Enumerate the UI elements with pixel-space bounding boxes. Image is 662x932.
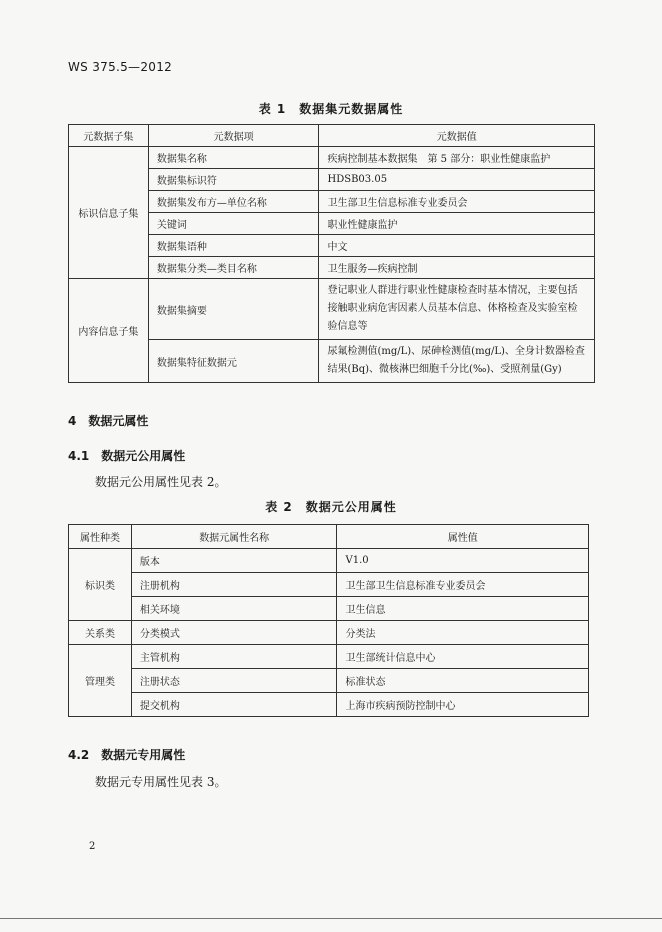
metadata-value: HDSB03.05 — [319, 169, 595, 191]
table-row — [69, 169, 595, 191]
attribute-name: 相关环境 — [131, 597, 337, 621]
attribute-value: 卫生部卫生信息标准专业委员会 — [337, 573, 589, 597]
table1-caption: 表 1 数据集元数据属性 — [258, 102, 404, 116]
table-row — [69, 645, 589, 669]
attribute-value: 卫生部统计信息中心 — [337, 645, 589, 669]
metadata-value: 登记职业人群进行职业性健康检查时基本情况，主要包括接触职业病危害因素人员基本信息、体格检查及实验室检验信息等 — [319, 279, 595, 340]
table-row — [69, 597, 589, 621]
column-header: 元数据项 — [148, 125, 319, 147]
column-header: 属性种类 — [69, 525, 132, 549]
group-label: 关系类 — [69, 621, 132, 645]
attribute-value: V1.0 — [337, 549, 589, 573]
attribute-value: 上海市疾病预防控制中心 — [337, 693, 589, 717]
metadata-item: 数据集语种 — [148, 235, 319, 257]
metadata-value: 职业性健康监护 — [319, 213, 595, 235]
section-4-1-body: 数据元公用属性见表 2。 — [95, 475, 227, 489]
metadata-item: 数据集特征数据元 — [148, 340, 319, 383]
attribute-name: 提交机构 — [131, 693, 337, 717]
metadata-value: 尿氟检测值(mg/L)、尿砷检测值(mg/L)、全身计数器检查结果(Bq)、微核淋巴细胞千分比(‰)、受照剂量(Gy) — [319, 340, 595, 383]
metadata-item: 数据集分类—类目名称 — [148, 257, 319, 279]
table-row — [69, 573, 589, 597]
group-label: 标识信息子集 — [69, 147, 149, 279]
page-bottom-rule — [0, 918, 662, 919]
column-header: 数据元属性名称 — [131, 525, 337, 549]
metadata-value: 疾病控制基本数据集 第 5 部分：职业性健康监护 — [319, 147, 595, 169]
group-label: 标识类 — [69, 549, 132, 621]
table-row — [69, 191, 595, 213]
table2-caption: 表 2 数据元公用属性 — [265, 500, 397, 514]
table-row — [69, 213, 595, 235]
table-row — [69, 340, 595, 383]
table-header-row — [69, 525, 589, 549]
column-header: 属性值 — [337, 525, 589, 549]
table-row — [69, 147, 595, 169]
page-number: 2 — [89, 841, 96, 852]
attribute-value: 卫生信息 — [337, 597, 589, 621]
attribute-name: 注册机构 — [131, 573, 337, 597]
group-label: 内容信息子集 — [69, 279, 149, 383]
attribute-name: 注册状态 — [131, 669, 337, 693]
table-row — [69, 549, 589, 573]
group-label: 管理类 — [69, 645, 132, 717]
attribute-name: 主管机构 — [131, 645, 337, 669]
attribute-name: 版本 — [131, 549, 337, 573]
column-header: 元数据值 — [319, 125, 595, 147]
table-row — [69, 279, 595, 340]
metadata-item: 数据集标识符 — [148, 169, 319, 191]
table2-data-element-common-attributes — [68, 524, 589, 717]
metadata-item: 数据集发布方—单位名称 — [148, 191, 319, 213]
attribute-name: 分类模式 — [131, 621, 337, 645]
table-header-row — [69, 125, 595, 147]
section-4-2-body: 数据元专用属性见表 3。 — [95, 775, 227, 789]
table1-dataset-metadata — [68, 124, 595, 383]
table-row — [69, 235, 595, 257]
section-4-2-heading: 4.2 数据元专用属性 — [68, 748, 186, 762]
table-row — [69, 693, 589, 717]
metadata-item: 数据集名称 — [148, 147, 319, 169]
section-4-heading: 4 数据元属性 — [68, 414, 149, 428]
column-header: 元数据子集 — [69, 125, 149, 147]
metadata-item: 关键词 — [148, 213, 319, 235]
attribute-value: 标准状态 — [337, 669, 589, 693]
standard-code: WS 375.5—2012 — [68, 60, 173, 74]
table-row — [69, 669, 589, 693]
metadata-value: 卫生部卫生信息标准专业委员会 — [319, 191, 595, 213]
section-4-1-heading: 4.1 数据元公用属性 — [68, 449, 186, 463]
metadata-item: 数据集摘要 — [148, 279, 319, 340]
attribute-value: 分类法 — [337, 621, 589, 645]
metadata-value: 卫生服务—疾病控制 — [319, 257, 595, 279]
metadata-value: 中文 — [319, 235, 595, 257]
table-row — [69, 257, 595, 279]
table-row — [69, 621, 589, 645]
